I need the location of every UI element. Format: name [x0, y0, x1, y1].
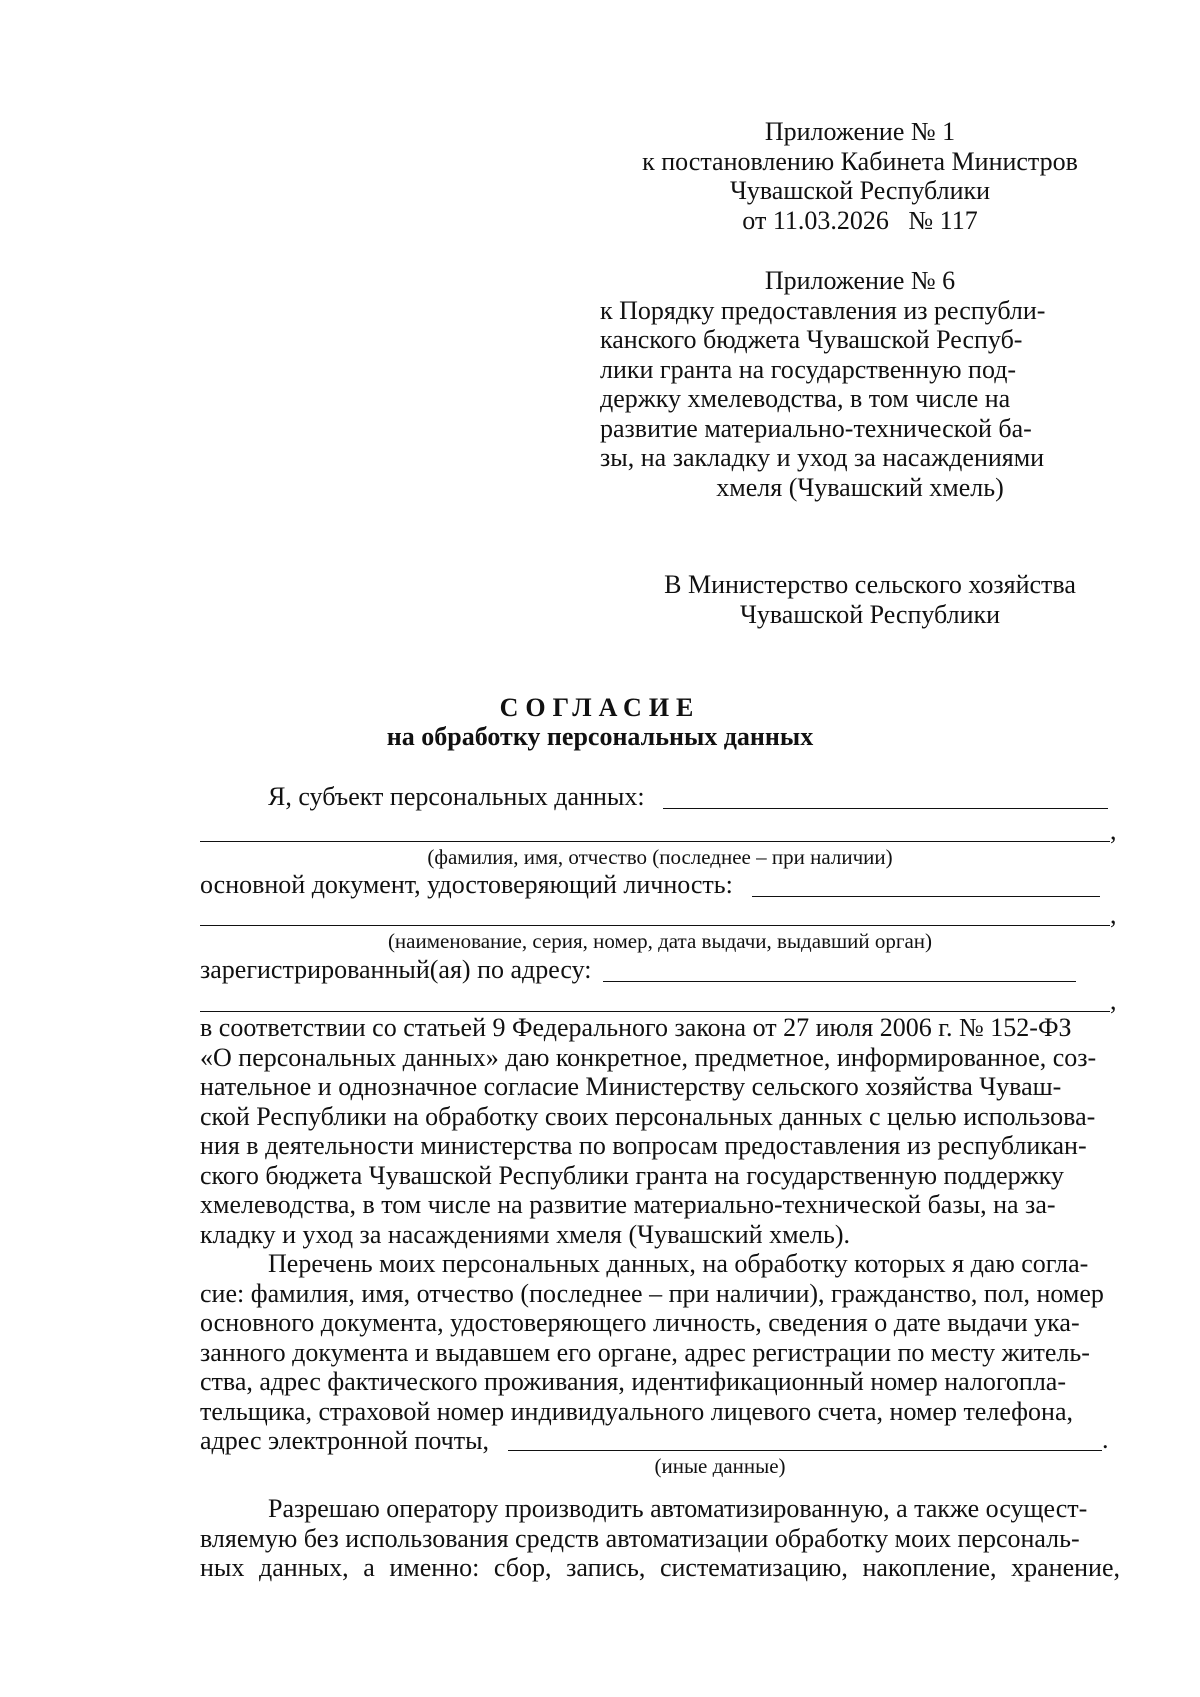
paragraph-line: занного документа и выдавшем его органе, адрес регистрации по месту житель- [200, 1337, 1090, 1367]
annex-6-header [600, 266, 1120, 502]
id-document-comma: , [1110, 900, 1117, 929]
paragraph-line: кладку и уход за насаждениями хмеля (Чувашский хмель). [200, 1219, 851, 1249]
document-title: СОГЛАСИЕ [499, 693, 701, 722]
annex-6-line: к Порядку предоставления из республи- [600, 295, 1046, 325]
annex-1-date-number: от 11.03.2026 № 117 [742, 205, 978, 235]
other-data-period: . [1102, 1425, 1109, 1454]
paragraph-line: нательное и однозначное согласие Министерству сельского хозяйства Чуваш- [200, 1072, 1062, 1101]
subject-label: Я, субъект персональных данных: [268, 782, 645, 811]
consent-paragraph-2 [200, 1249, 1120, 1456]
address-comma: , [1110, 986, 1117, 1015]
fio-hint: (фамилия, имя, отчество (последнее – при наличии) [427, 845, 893, 869]
consent-paragraph-1 [200, 1013, 1120, 1249]
paragraph-line: ных данных, а именно: сбор, запись, систематизацию, накопление, хранение, [200, 1553, 1120, 1582]
paragraph-line: Разрешаю оператору производить автоматизированную, а также осущест- [268, 1494, 1088, 1523]
subject-name-field[interactable] [663, 808, 1108, 809]
annex-1-title: Приложение № 1 [764, 117, 956, 146]
other-data-hint: (иные данные) [654, 1454, 786, 1478]
id-document-label: основной документ, удостоверяющий личность: [200, 870, 733, 899]
annex-6-line: держку хмелеводства, в том числе на [600, 384, 1011, 413]
id-document-details-field[interactable] [200, 925, 1110, 926]
annex-6-line: хмеля (Чувашский хмель) [716, 472, 1004, 502]
annex-1-header [600, 117, 1120, 235]
address-field[interactable] [603, 981, 1076, 982]
annex-1-republic: Чувашской Республики [729, 176, 991, 205]
paragraph-line: ского бюджета Чувашской Республики гранта на государственную поддержку [200, 1160, 1064, 1190]
annex-6-line: зы, на закладку и уход за насаждениями [600, 443, 1045, 472]
address-label: зарегистрированный(ая) по адресу: [200, 955, 592, 984]
paragraph-line: ства, адрес фактического проживания, идентификационный номер налогопла- [200, 1367, 1066, 1396]
consent-paragraph-3 [200, 1494, 1120, 1583]
email-label: адрес электронной почты, [200, 1426, 490, 1455]
addressee-line: Чувашской Республики [739, 599, 1001, 629]
id-document-hint: (наименование, серия, номер, дата выдачи, выдавший орган) [387, 929, 933, 953]
addressee [640, 570, 1100, 629]
annex-1-ref: к постановлению Кабинета Министров [642, 146, 1078, 176]
id-document-field[interactable] [752, 896, 1100, 897]
annex-6-line: развитие материально-технической ба- [600, 413, 1032, 443]
annex-6-line: лики гранта на государственную под- [600, 354, 1017, 384]
paragraph-line: тельщика, страховой номер индивидуального лицевого счета, номер телефона, [200, 1396, 1073, 1426]
fio-field[interactable] [200, 841, 1110, 842]
paragraph-line: хмелеводства, в том числе на развитие материально-технической базы, на за- [200, 1190, 1056, 1219]
paragraph-line: в соответствии со статьей 9 Федерального закона от 27 июля 2006 г. № 152-ФЗ [200, 1013, 1072, 1042]
fio-comma: , [1110, 816, 1117, 845]
document-subtitle: на обработку персональных данных [386, 722, 814, 751]
paragraph-line: «О персональных данных» даю конкретное, предметное, информированное, соз- [200, 1042, 1097, 1072]
other-data-field[interactable] [508, 1450, 1102, 1451]
annex-6-title: Приложение № 6 [764, 266, 956, 295]
paragraph-line: сие: фамилия, имя, отчество (последнее – при наличии), гражданство, пол, номер [200, 1278, 1104, 1308]
paragraph-line: ской Республики на обработку своих персональных данных с целью использова- [200, 1101, 1096, 1131]
addressee-line: В Министерство сельского хозяйства [664, 570, 1076, 599]
paragraph-line: Перечень моих персональных данных, на обработку которых я даю согла- [268, 1249, 1089, 1278]
paragraph-line: ния в деятельности министерства по вопросам предоставления из республикан- [200, 1131, 1087, 1160]
paragraph-line: вляемую без использования средств автоматизации обработку моих персональ- [200, 1523, 1080, 1553]
annex-6-line: канского бюджета Чувашской Респуб- [600, 325, 1023, 354]
paragraph-line: основного документа, удостоверяющего личность, сведения о дате выдачи ука- [200, 1308, 1080, 1337]
address-continued-field[interactable] [200, 1011, 1110, 1012]
